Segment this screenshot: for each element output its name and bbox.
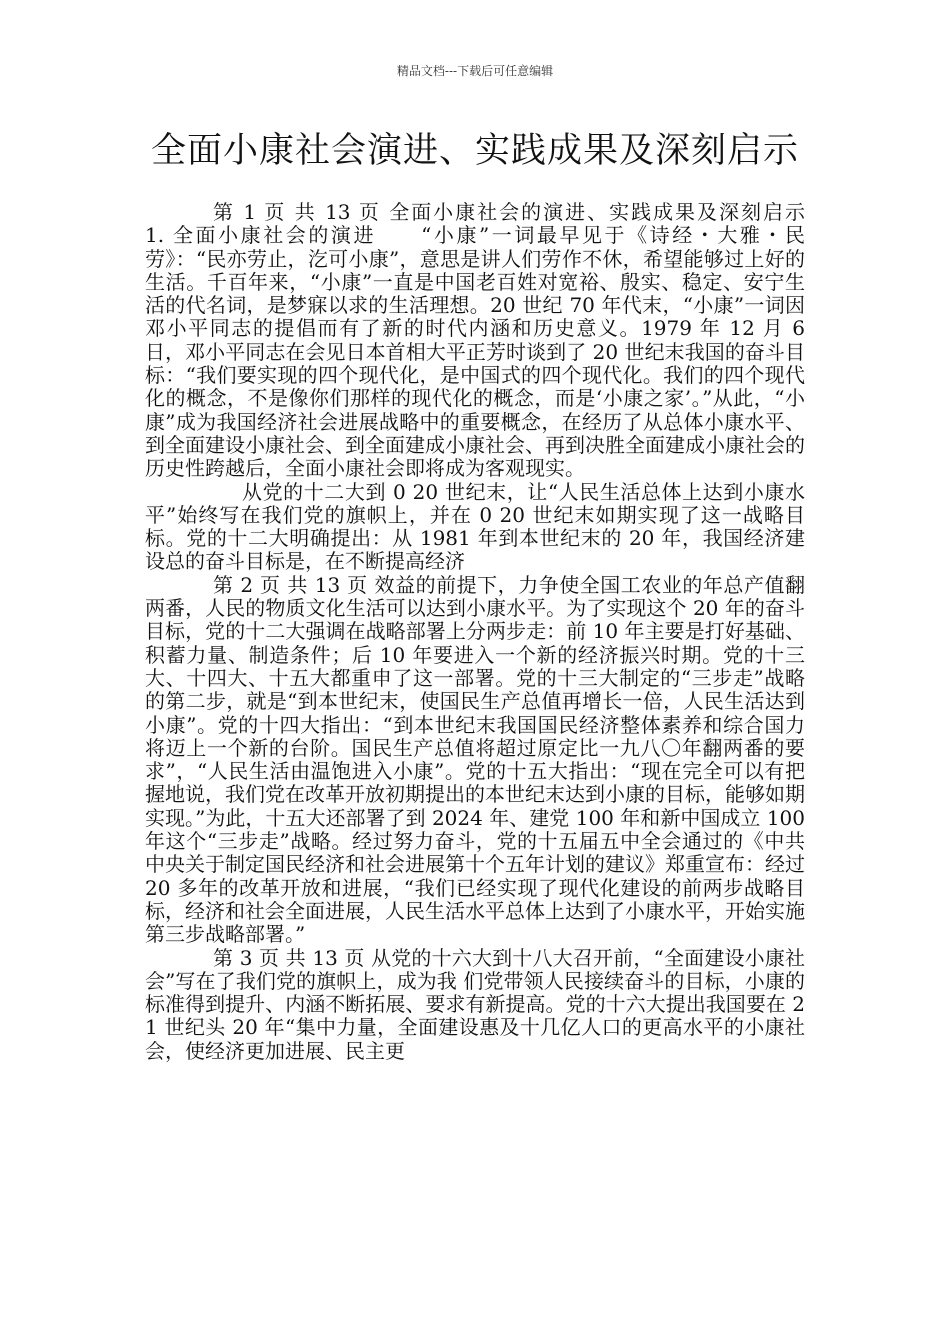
paragraph-3: 第 2 页 共 13 页 效益的前提下，力争使全国工农业的年总产值翻两番，人民的物质文化生活可以达到小康水平。为了实现这个 20 年的奋斗目标，党的十二大强调在战略部署上分两步走：前 10 年主要是打好基础、积蓄力量、制造条件；后 10 年要进入一个新的经济振兴时期。党的十三大、十四大、十五大都重申了这一部署。党的十三大制定的“三步走”战略的第二步，就是“到本世纪末，使国民生产总值再增长一倍，人民生活达到小康”。党的十四大指出：“到本世纪末我国国民经济整体素养和综合国力将迈上一个新的台阶。国民生产总值将超过原定比一九八〇年翻两番的要求”，“人民生活由温饱进入小康”。党的十五大指出：“现在完全可以有把握地说，我们党在改革开放初期提出的本世纪末达到小康的目标，能够如期实现。”为此，十五大还部署了到 2024 年、建党 100 年和新中国成立 100 年这个“三步走”战略。经过努力奋斗，党的十五届五中全会通过的《中共中央关于制定国民经济和社会进展第十个五年计划的建议》郑重宣布：经过 20 多年的改革开放和进展，“我们已经实现了现代化建设的前两步战略目标，经济和社会全面进展，人民生活水平总体上达到了小康水平，开始实施第三步战略部署。” [145, 572, 805, 947]
paragraph-4: 第 3 页 共 13 页 从党的十六大到十八大召开前，“全面建设小康社会”写在了我们党的旗帜上，成为我 们党带领人民接续奋斗的目标，小康的标准得到提升、内涵不断拓展、要求有新提高。党的十六大提出我国要在 21 世纪头 20 年“集中力量，全面建设惠及十几亿人口的更高水平的小康社会，使经济更加进展、民主更 [145, 945, 805, 1063]
document-title: 全面小康社会演进、实践成果及深刻启示 [150, 131, 799, 171]
paragraph-2: 从党的十二大到 0 20 世纪末，让“人民生活总体上达到小康水平”始终写在我们党的旗帜上，并在 0 20 世纪末如期实现了这一战略目标。党的十二大明确提出：从 1981 年到本世纪末的 20 年，我国经济建设总的奋斗目标是，在不断提高经济 [145, 479, 805, 574]
document-body [145, 200, 845, 1063]
header-note: 精品文档---下载后可任意编辑 [396, 64, 554, 78]
paragraph-1: 第 1 页 共 13 页 全面小康社会的演进、实践成果及深刻启示 1. 全面小康社会的演进 “小康”一词最早见于《诗经・大雅・民劳》：“民亦劳止，汔可小康”，意思是讲人们劳作不休，希望能够过上好的生活。千百年来，“小康”一直是中国老百姓对宽裕、殷实、稳定、安宁生活的代名词，是梦寐以求的生活理想。20 世纪 70 年代末，“小康”一词因邓小平同志的提倡而有了新的时代内涵和历史意义。1979 年 12 月 6 日，邓小平同志在会见日本首相大平正芳时谈到了 20 世纪末我国的奋斗目标：“我们要实现的四个现代化，是中国式的四个现代化。我们的四个现代化的概念，不是像你们那样的现代化的概念，而是‘小康之家’。”从此，“小康”成为我国经济社会进展战略中的重要概念，在经历了从总体小康水平、到全面建设小康社会、到全面建成小康社会、再到决胜全面建成小康社会的历史性跨越后，全面小康社会即将成为客观现实。 [145, 200, 845, 481]
